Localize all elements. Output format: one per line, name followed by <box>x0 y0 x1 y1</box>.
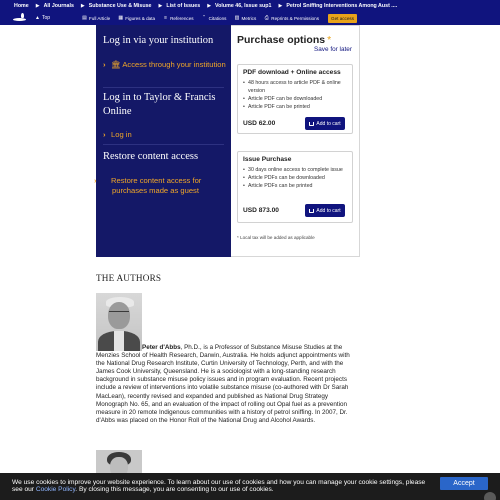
chevron-right-icon: › <box>103 60 106 69</box>
divider <box>103 144 224 145</box>
purchase-title-text: Purchase options <box>237 34 326 46</box>
cart-label: Add to cart <box>316 207 341 214</box>
reprints-icon: ⎙ <box>264 14 269 21</box>
article-tools <box>82 12 357 24</box>
breadcrumb-home[interactable]: Home <box>14 2 29 9</box>
save-for-later-link[interactable]: Save for later <box>313 46 352 53</box>
author-bio-text: , Ph.D., is a Professor of Substance Misuse Studies at the Menzies School of Health Research, Darwin, Australia. He holds adjunct appointments with the National Drug Research Institute, Curtin University of Technology, Perth, and with the James Cook University, Queensland. He is a sociologist with a long-standing research background in substance misuse policy issues and in program evaluation. Recent projects include a review of interventions into volatile substance misuse (co-authored with Dr Sarah MacLean), recently revised and expanded and published as National Drug Strategy Monograph No. 65, and an evaluation of the impact of rolling out Opal fuel as a prevention measure in 20 remote Indigenous communities with a history of petrol sniffing. In 2007, Dr. d'Abbs was placed on the Honor Roll of the National Drug and Alcohol Awards. <box>96 344 350 424</box>
add-to-cart-button[interactable] <box>305 204 345 217</box>
cart-icon <box>309 122 314 126</box>
option-price: USD 62.00 <box>243 120 276 127</box>
citations-icon: “ <box>203 14 205 21</box>
references-button[interactable] <box>163 16 194 21</box>
institution-icon: 🏛 <box>111 60 123 69</box>
option-features <box>243 166 347 190</box>
tool-label: Figures & data <box>125 15 156 21</box>
full-article-button[interactable] <box>82 16 110 21</box>
feature-item: • 30 days online access to complete issue <box>243 166 347 174</box>
citations-button[interactable] <box>202 16 227 21</box>
top-link-label: Top <box>41 15 51 21</box>
cookie-text-start: We use cookies to improve your website experience. To learn about our use of cookies and how you can manage your cookie settings, please see our <box>12 479 426 494</box>
breadcrumb-arrow-icon: ▶ <box>80 2 85 9</box>
tool-label: Citations <box>208 15 227 21</box>
cookie-policy-link[interactable]: Cookie Policy <box>35 486 76 494</box>
cart-label: Add to cart <box>316 120 341 127</box>
tool-label: Metrics <box>241 15 257 21</box>
figures-icon: ▦ <box>118 14 124 21</box>
chevron-right-icon: › <box>103 130 106 139</box>
feature-item: • Article PDFs can be downloaded <box>243 174 347 182</box>
author-bio <box>96 344 360 425</box>
breadcrumb-arrow-icon: ▶ <box>207 2 212 9</box>
breadcrumb-arrow-icon: ▶ <box>278 2 283 9</box>
get-access-button[interactable]: Get access <box>328 14 357 23</box>
purchase-options-title <box>237 34 331 46</box>
cart-icon <box>309 209 314 213</box>
add-to-cart-button[interactable] <box>305 117 345 130</box>
purchase-option-card <box>237 151 353 223</box>
chevron-right-icon: › <box>94 176 97 185</box>
breadcrumb-list-of-issues[interactable]: List of Issues <box>166 2 201 9</box>
option-title: Issue Purchase <box>243 156 292 163</box>
log-in-link[interactable] <box>103 130 132 140</box>
share-icon[interactable] <box>484 492 496 500</box>
restore-access-heading: Restore content access <box>103 151 199 162</box>
divider <box>103 87 224 88</box>
references-icon: ≡ <box>164 14 168 21</box>
reprints-permissions-button[interactable] <box>264 16 319 21</box>
breadcrumb-article[interactable]: Petrol Sniffing Interventions Among Aust .... <box>286 2 398 9</box>
option-price: USD 873.00 <box>243 207 279 214</box>
option-features <box>243 79 347 111</box>
authors-heading: THE AUTHORS <box>96 273 162 283</box>
log-in-label: Log in <box>111 130 132 139</box>
pdf-icon: ▤ <box>82 14 87 21</box>
purchase-options-panel <box>231 25 360 257</box>
feature-item: • 48 hours access to article PDF & online version <box>243 79 347 95</box>
author-name: Peter d'Abbs <box>142 344 181 351</box>
breadcrumb <box>14 0 397 11</box>
breadcrumb-all-journals[interactable]: All Journals <box>43 2 74 9</box>
cookie-text-end: . By closing this message, you are consenting to our use of cookies. <box>75 486 274 494</box>
asterisk-icon: * <box>327 34 332 46</box>
login-panel <box>96 25 231 257</box>
restore-link-label: Restore content access for purchases made as guest <box>111 176 202 195</box>
purchase-option-card <box>237 64 353 134</box>
figures-data-button[interactable] <box>118 16 155 21</box>
breadcrumb-arrow-icon: ▶ <box>158 2 163 9</box>
metrics-icon: ▥ <box>234 14 240 21</box>
taylor-francis-logo-icon[interactable] <box>12 13 28 23</box>
institution-login-heading: Log in via your institution <box>103 35 214 46</box>
accept-cookies-button[interactable]: Accept <box>440 477 488 490</box>
back-to-top-link[interactable] <box>35 15 50 21</box>
feature-item: • Article PDF can be printed <box>243 103 347 111</box>
access-through-institution-link[interactable] <box>103 60 227 70</box>
feature-item: • Article PDF can be downloaded <box>243 95 347 103</box>
breadcrumb-issue[interactable]: Volume 46, Issue sup1 <box>215 2 272 9</box>
tool-label: Full Article <box>89 15 111 21</box>
author-photo <box>96 293 142 351</box>
arrow-up-icon: ▲ <box>35 15 40 21</box>
author-photo <box>96 450 142 475</box>
breadcrumb-journal[interactable]: Substance Use & Misuse <box>88 2 152 9</box>
metrics-button[interactable] <box>234 16 256 21</box>
cookie-message <box>12 479 432 494</box>
tf-login-heading: Log in to Taylor & Francis Online <box>103 92 216 117</box>
institution-link-label: Access through your institution <box>122 60 226 69</box>
top-navigation-bar <box>0 0 500 25</box>
tool-label: Reprints & Permissions <box>271 15 320 21</box>
tool-label: References <box>170 15 194 21</box>
breadcrumb-arrow-icon: ▶ <box>35 2 40 9</box>
feature-item: • Article PDFs can be printed <box>243 182 347 190</box>
restore-access-link[interactable] <box>94 176 221 196</box>
cookie-banner <box>0 473 500 500</box>
option-title: PDF download + Online access <box>243 69 341 76</box>
tax-note: * Local tax will be added as applicable <box>237 235 315 240</box>
